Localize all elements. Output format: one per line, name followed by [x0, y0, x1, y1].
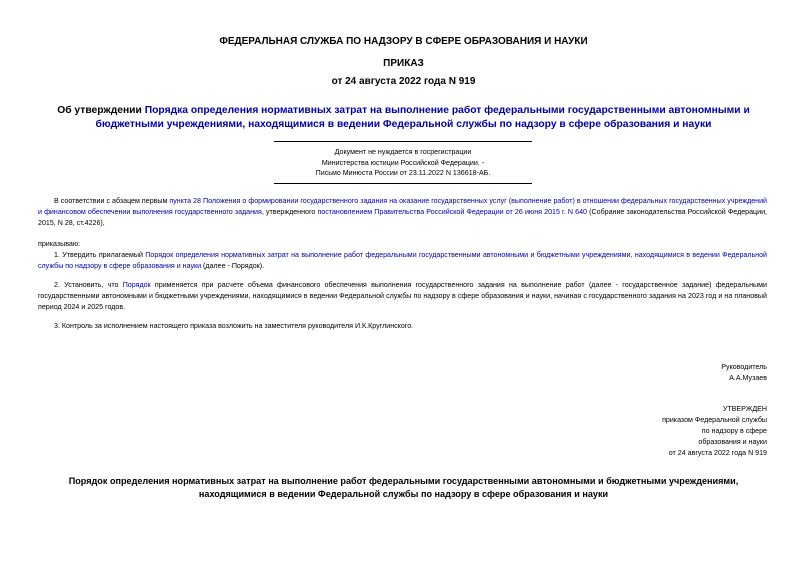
title-procedure-link[interactable]: Порядка определения нормативных затрат на выполнение работ федеральными государственными автономными и бюджетными учреждениями, находящимися в ведении Федеральной службы по надзору в сфере образования и науки [95, 105, 750, 130]
order-title [30, 104, 777, 132]
doc-date-number: от 24 августа 2022 года N 919 [331, 76, 476, 87]
item-1-text-1: 1. Утвердить прилагаемый [54, 251, 146, 259]
doc-type: ПРИКАЗ [383, 58, 424, 69]
item-1-procedure-link[interactable]: Порядок определения нормативных затрат на выполнение работ федеральными государственными автономными и бюджетными учреждениями, находящимися в ведении Федеральной службы по надзору в сфере образования и науки [38, 251, 767, 270]
approval-line-5: от 24 августа 2022 года N 919 [668, 449, 767, 457]
signature-role: Руководитель [721, 363, 767, 371]
signature-name: А.А.Музаев [729, 374, 767, 382]
item-2-text-1: 2. Установить, что [54, 281, 123, 289]
approval-line-2: приказом Федеральной службы [662, 416, 767, 424]
preamble-text-2: , утвержденного [261, 208, 318, 216]
approval-line-3: по надзору в сфере [701, 427, 767, 435]
approval-block [662, 404, 767, 459]
agency-name: ФЕДЕРАЛЬНАЯ СЛУЖБА ПО НАДЗОРУ В СФЕРЕ ОБРАЗОВАНИЯ И НАУКИ [219, 36, 588, 47]
title-prefix: Об утверждении [57, 105, 145, 116]
item-2 [38, 280, 767, 313]
note-line-3: Письмо Минюста России от 23.11.2022 N 136618-АБ. [315, 169, 491, 177]
approval-line-1: УТВЕРЖДЕН [722, 405, 767, 413]
preamble-text-1: В соответствии с абзацем первым [54, 197, 170, 205]
government-decree-link[interactable]: постановлением Правительства Российской Федерации от 26 июня 2015 г. N 640 [317, 208, 587, 216]
registration-note [274, 141, 532, 184]
preamble-text-3: (Собрание законодательства Российской Федерации, 2015, N 28, ст.4226), [38, 208, 768, 227]
item-2-text-2: применяется при расчете объема финансового обеспечения выполнения государственного задания на выполнение работ (далее - государственное задание) федеральными государственными автономными и бюджетными учреждениями, находящимися в ведении Федеральной службы по надзору в сфере образования и науки, начиная с государственного задания на 2023 год и на плановый период 2024 и 2025 годов. [38, 281, 767, 311]
note-line-1: Документ не нуждается в госрегистрации [334, 148, 472, 156]
note-line-2: Министерства юстиции Российской Федерации. - [321, 158, 485, 167]
item-2-procedure-link[interactable]: Порядок [122, 281, 151, 289]
item-3: 3. Контроль за исполнением настоящего приказа возложить на заместителя руководителя И.К.Круглинского. [54, 322, 414, 330]
regulation-link[interactable]: пункта 28 Положения о формировании государственного задания на оказание государственных услуг (выполнение работ) в отношении федеральных государственных учреждений и финансовом обеспечении выполнения государственного задания [38, 197, 767, 216]
approval-line-4: образования и науки [698, 438, 767, 446]
item-1-text-2: (далее - Порядок). [201, 262, 265, 270]
preamble-paragraph [38, 196, 767, 229]
signature-block [721, 362, 767, 384]
procedure-heading: Порядок определения нормативных затрат на выполнение работ федеральными государственными автономными и бюджетными учреждениями, находящимися в ведении Федеральной службы по надзору в сфере образования и науки [68, 476, 739, 499]
order-word: приказываю: [38, 240, 81, 248]
item-1 [38, 250, 767, 272]
